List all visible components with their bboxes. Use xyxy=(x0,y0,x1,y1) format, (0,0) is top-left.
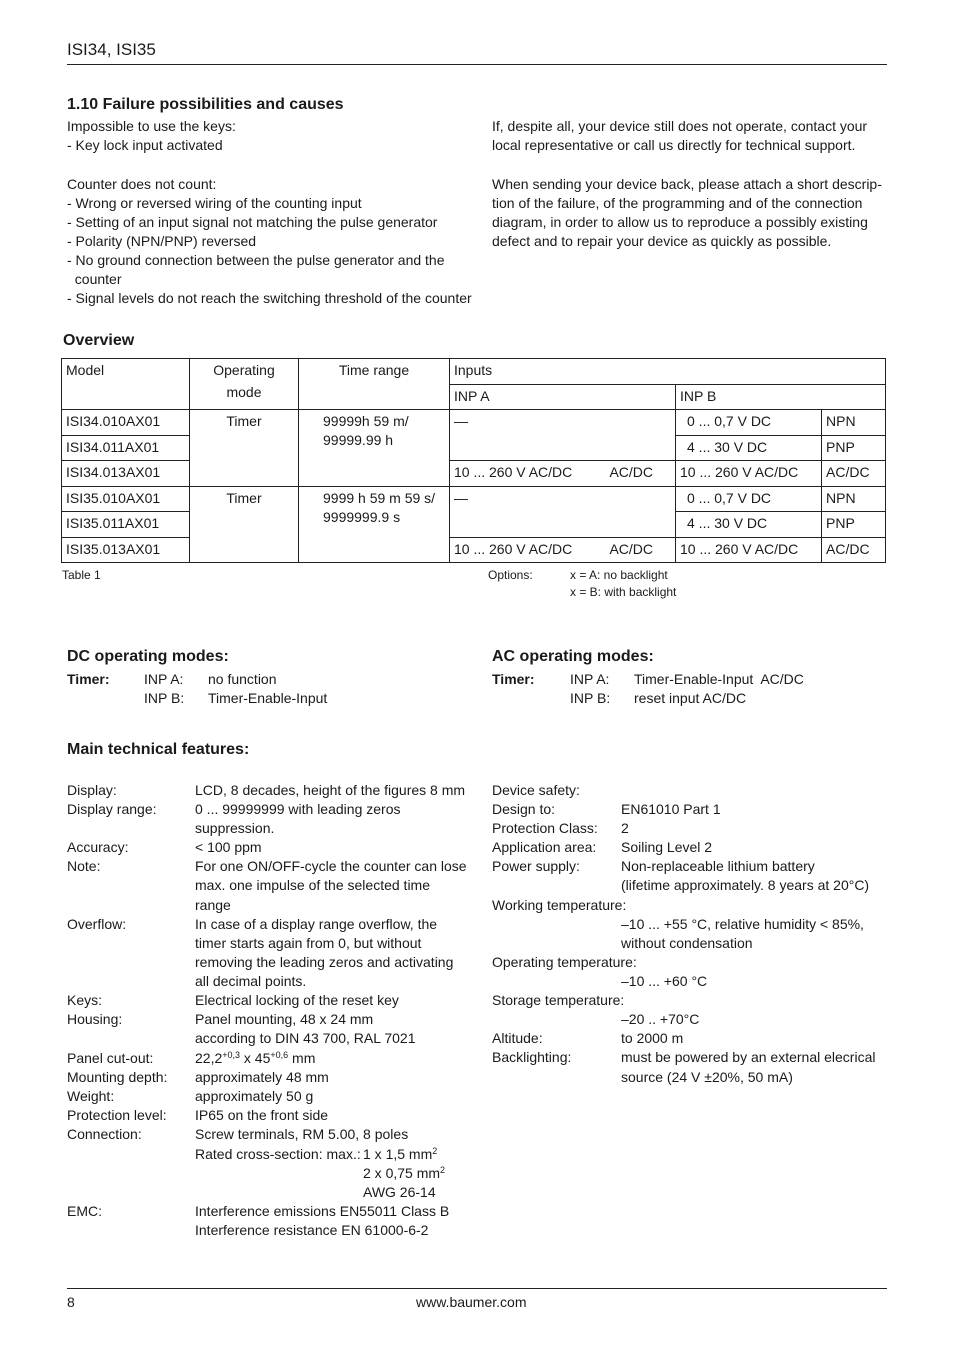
failure-text-line: Impossible to use the keys: xyxy=(67,118,236,134)
spec-value: 0 ... 99999999 with leading zeros xyxy=(195,801,401,817)
model-cell: ISI34.013AX01 xyxy=(62,461,190,487)
spec-value: suppression. xyxy=(195,820,275,836)
spec-value: LCD, 8 decades, height of the figures 8 mm xyxy=(195,782,466,798)
spec-label: Backlighting: xyxy=(492,1049,572,1065)
spec-value: –10 ... +55 °C, relative humidity < 85%, xyxy=(621,916,864,932)
inp-a-value: 10 ... 260 V AC/DC xyxy=(454,464,573,480)
time-range-cell xyxy=(299,486,450,563)
time-range-cell xyxy=(299,410,450,487)
spec-value: 1 x 1,5 $mm^2$ xyxy=(363,1146,438,1162)
footer-url-link[interactable]: www.baumer.com xyxy=(416,1294,527,1310)
inp-b-cell: 10 ... 260 V AC/DC xyxy=(676,537,822,563)
model-cell: ISI35.013AX01 xyxy=(62,537,190,563)
spec-value: 2 xyxy=(621,820,629,836)
inp-b-type-cell: NPN xyxy=(822,486,886,512)
spec-value: source (24 V ±20%, 50 mA) xyxy=(621,1069,793,1085)
support-text-line: defect and to repair your device as quickly as possible. xyxy=(492,233,832,249)
dc-inp-a-label: INP A: xyxy=(144,671,184,687)
inp-b-cell: 0 ... 0,7 V DC xyxy=(676,486,822,512)
spec-value: timer starts again from 0, but without xyxy=(195,935,422,951)
option-a: x = A: no backlight xyxy=(570,568,668,582)
failure-text-line: - Wrong or reversed wiring of the counting input xyxy=(67,195,362,211)
features-title: Main technical features: xyxy=(67,741,250,758)
model-cell: ISI35.010AX01 xyxy=(62,486,190,512)
spec-label: EMC: xyxy=(67,1203,102,1219)
failure-text-line: - Signal levels do not reach the switching threshold of the counter xyxy=(67,290,472,306)
inp-b-type-cell: PNP xyxy=(822,435,886,461)
spec-label: Device safety: xyxy=(492,782,580,798)
spec-value: IP65 on the front side xyxy=(195,1107,329,1123)
spec-value: Electrical locking of the reset key xyxy=(195,992,399,1008)
spec-label: Storage temperature: xyxy=(492,992,625,1008)
spec-label: Power supply: xyxy=(492,858,580,874)
spec-label: Working temperature: xyxy=(492,897,627,913)
overview-title: Overview xyxy=(63,332,135,349)
operating-mode-cell: Timer xyxy=(190,410,299,487)
spec-value: range xyxy=(195,897,231,913)
dc-inp-b-label: INP B: xyxy=(144,690,185,706)
spec-value: according to DIN 43 700, RAL 7021 xyxy=(195,1030,416,1046)
spec-label: Keys: xyxy=(67,992,103,1008)
spec-value: approximately 48 mm xyxy=(195,1069,329,1085)
inp-a-value: 10 ... 260 V AC/DC xyxy=(454,540,573,557)
options-label: Options: xyxy=(488,568,533,582)
dc-inp-a-value: no function xyxy=(208,671,277,687)
page-number: 8 xyxy=(67,1294,75,1310)
dc-inp-b-value: Timer-Enable-Input xyxy=(208,690,328,706)
spec-value: to 2000 m xyxy=(621,1030,684,1046)
ac-inp-a-value: Timer-Enable-Input AC/DC xyxy=(634,671,804,687)
spec-label: Connection: xyxy=(67,1126,142,1142)
inp-a-type: AC/DC xyxy=(609,464,653,480)
spec-label: Display: xyxy=(67,782,117,798)
inp-a-cell: — xyxy=(450,410,676,461)
spec-value: without condensation xyxy=(621,935,753,951)
operating-mode-cell: Timer xyxy=(190,486,299,563)
ac-modes-title: AC operating modes: xyxy=(492,648,654,665)
spec-label: Protection level: xyxy=(67,1107,167,1123)
spec-label: Mounting depth: xyxy=(67,1069,168,1085)
spec-value: –10 ... +60 °C xyxy=(621,973,708,989)
spec-value: removing the leading zeros and activating xyxy=(195,954,454,970)
spec-label: Accuracy: xyxy=(67,839,129,855)
support-text-line: diagram, in order to allow us to reproduce a possibly existing xyxy=(492,214,868,230)
footer-rule xyxy=(67,1288,887,1289)
inp-b-type-cell: NPN xyxy=(822,410,886,436)
spec-label: Weight: xyxy=(67,1088,115,1104)
spec-sublabel: Rated cross-section: max.: xyxy=(195,1146,361,1162)
spec-value: –20 .. +70°C xyxy=(621,1011,700,1027)
spec-value: Interference emissions EN55011 Class B xyxy=(195,1203,450,1219)
support-text-line: When sending your device back, please attach a short descrip- xyxy=(492,176,882,192)
failure-text-line: - Setting of an input signal not matching the pulse generator xyxy=(67,214,438,230)
inp-b-cell: 4 ... 30 V DC xyxy=(676,512,822,538)
spec-value: Interference resistance EN 61000-6-2 xyxy=(195,1222,429,1238)
failure-text-line: - Key lock input activated xyxy=(67,137,223,153)
spec-label: Operating temperature: xyxy=(492,954,637,970)
support-text-line: If, despite all, your device still does not operate, contact your xyxy=(492,118,868,134)
model-cell: ISI34.011AX01 xyxy=(62,435,190,461)
ac-timer-label: Timer: xyxy=(492,671,535,687)
inp-b-type-cell: PNP xyxy=(822,512,886,538)
failure-text-line: - No ground connection between the pulse generator and the xyxy=(67,252,445,268)
spec-label: Protection Class: xyxy=(492,820,598,836)
table-row xyxy=(62,486,886,512)
header-operating-mode: Operating mode xyxy=(190,359,299,410)
spec-value: AWG 26-14 xyxy=(363,1184,436,1200)
ac-inp-b-label: INP B: xyxy=(570,690,611,706)
spec-value: Soiling Level 2 xyxy=(621,839,713,855)
inp-b-cell: 0 ... 0,7 V DC xyxy=(676,410,822,436)
time-range-line: 9999 h 59 m 59 s/ xyxy=(323,489,436,506)
time-range-line: 99999.99 h xyxy=(323,432,394,448)
panel-cutout-value: $22,2^{+0,3}$ x $45^{+0,6}$ mm xyxy=(195,1050,316,1066)
spec-label: Note: xyxy=(67,858,101,874)
spec-value: < 100 ppm xyxy=(195,839,262,855)
spec-label: Design to: xyxy=(492,801,556,817)
spec-label: Panel cut-out: xyxy=(67,1050,154,1066)
overview-table xyxy=(61,358,886,563)
header-inp-b: INP B xyxy=(676,384,886,410)
inp-a-cell xyxy=(450,537,676,563)
failure-text-line: Counter does not count: xyxy=(67,176,217,192)
spec-label: Altitude: xyxy=(492,1030,543,1046)
header-model: Model xyxy=(62,359,190,410)
spec-value: Non-replaceable lithium battery xyxy=(621,858,815,874)
spec-value: must be powered by an external elecrical xyxy=(621,1049,876,1065)
time-range-line: 9999999.9 s xyxy=(323,508,401,525)
table-row xyxy=(62,461,886,487)
inp-b-type-cell: AC/DC xyxy=(822,537,886,563)
dc-modes-title: DC operating modes: xyxy=(67,648,229,665)
ac-inp-a-label: INP A: xyxy=(570,671,610,687)
spec-value: Screw terminals, RM 5.00, 8 poles xyxy=(195,1126,409,1142)
failure-text-line: - Polarity (NPN/PNP) reversed xyxy=(67,233,257,249)
inp-a-type: AC/DC xyxy=(609,540,653,557)
time-range-line: 99999h 59 m/ xyxy=(323,413,409,429)
inp-a-cell xyxy=(450,461,676,487)
header-inputs: Inputs xyxy=(450,359,886,385)
failure-text-line: counter xyxy=(67,271,122,287)
support-text-line: local representative or call us directly for technical support. xyxy=(492,137,856,153)
spec-value: In case of a display range overflow, the xyxy=(195,916,438,932)
spec-label: Display range: xyxy=(67,801,157,817)
spec-value: (lifetime approximately. 8 years at 20°C) xyxy=(621,877,870,893)
spec-value: EN61010 Part 1 xyxy=(621,801,721,817)
spec-label: Overflow: xyxy=(67,916,127,932)
option-b: x = B: with backlight xyxy=(570,585,677,599)
model-cell: ISI34.010AX01 xyxy=(62,410,190,436)
ac-inp-b-value: reset input AC/DC xyxy=(634,690,747,706)
spec-value: 2 x 0,75 $mm^2$ xyxy=(363,1165,446,1181)
header-inp-a: INP A xyxy=(450,384,676,410)
inp-b-cell: 10 ... 260 V AC/DC xyxy=(676,461,822,487)
spec-label: Housing: xyxy=(67,1011,123,1027)
header-rule xyxy=(67,64,887,65)
table-header-row xyxy=(62,359,886,385)
model-cell: ISI35.011AX01 xyxy=(62,512,190,538)
inp-b-cell: 4 ... 30 V DC xyxy=(676,435,822,461)
dc-timer-label: Timer: xyxy=(67,671,110,687)
failure-section-title: 1.10 Failure possibilities and causes xyxy=(67,96,344,113)
spec-value: max. one impulse of the selected time xyxy=(195,877,431,893)
table-row xyxy=(62,410,886,436)
spec-value: all decimal points. xyxy=(195,973,307,989)
spec-value: For one ON/OFF-cycle the counter can lose xyxy=(195,858,467,874)
table-row xyxy=(62,537,886,563)
inp-a-cell: — xyxy=(450,486,676,537)
spec-value: Panel mounting, 48 x 24 mm xyxy=(195,1011,374,1027)
support-text-line: tion of the failure, of the programming and of the connection xyxy=(492,195,863,211)
document-header-title: ISI34, ISI35 xyxy=(67,40,156,59)
header-time-range: Time range xyxy=(299,359,450,410)
spec-value: approximately 50 g xyxy=(195,1088,314,1104)
table-caption: Table 1 xyxy=(62,568,101,582)
inp-b-type-cell: AC/DC xyxy=(822,461,886,487)
spec-label: Application area: xyxy=(492,839,597,855)
